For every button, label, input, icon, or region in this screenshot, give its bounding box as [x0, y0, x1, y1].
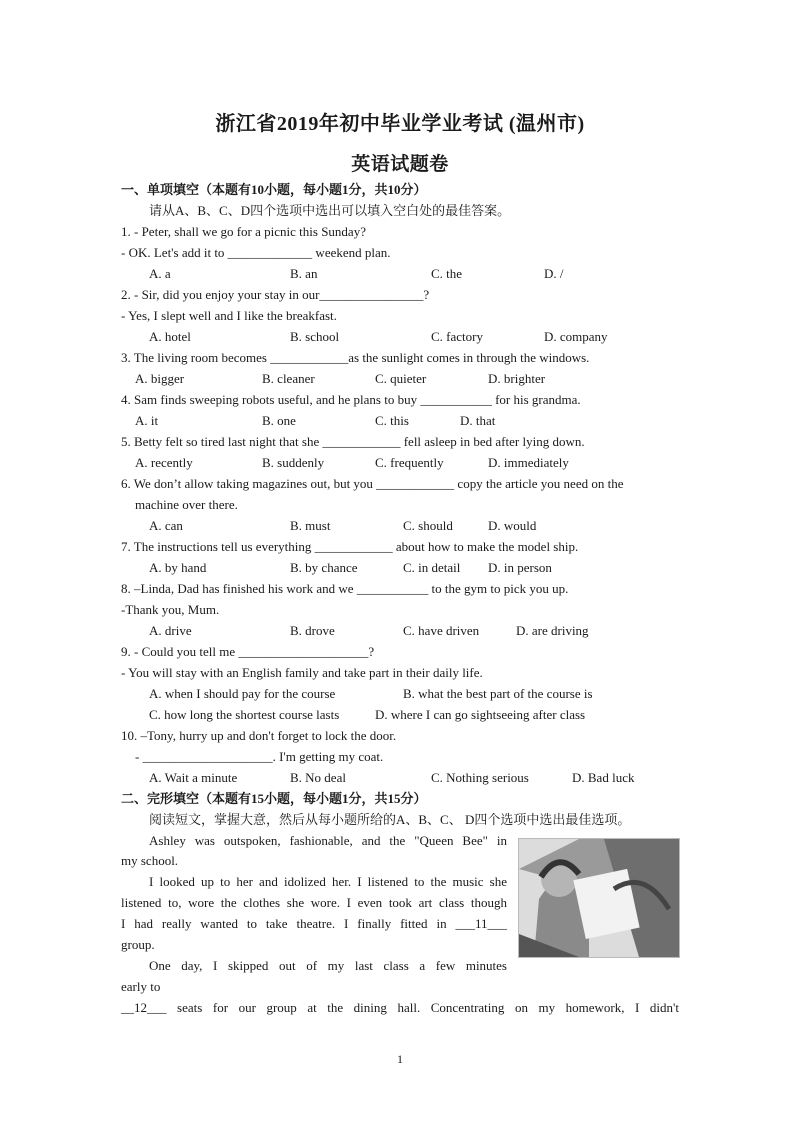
question-5-option-c: C. frequently — [375, 455, 444, 470]
question-9-line-1: 9. - Could you tell me ____________________? — [121, 644, 375, 659]
section2-heading: 二、完形填空（本题有15小题，每小题1分，共15分） — [121, 791, 427, 806]
question-7-option-c: C. in detail — [403, 560, 461, 575]
question-10-option-b: B. No deal — [290, 770, 346, 785]
question-1-option-c: C. the — [431, 266, 463, 281]
passage-line-5: I had really wanted to take theatre. I finally fitted in ___11___ — [121, 916, 507, 931]
question-9-option-d: D. where I can go sightseeing after class — [375, 707, 586, 722]
question-3-option-c: C. quieter — [375, 371, 427, 386]
question-9-option-b: B. what the best part of the course is — [403, 686, 593, 701]
question-6-line-1: 6. We don’t allow taking magazines out, but you ____________ copy the article you need on the — [121, 476, 624, 491]
exam-title: 浙江省2019年初中毕业学业考试 (温州市) — [215, 113, 585, 135]
question-10-option-c: C. Nothing serious — [431, 770, 529, 785]
question-8-line-2: -Thank you, Mum. — [121, 602, 220, 617]
question-8-option-d: D. are driving — [516, 623, 589, 638]
question-7-option-d: D. in person — [488, 560, 552, 575]
question-7-option-b: B. by chance — [290, 560, 358, 575]
question-6-option-c: C. should — [403, 518, 453, 533]
question-4-option-d: D. that — [460, 413, 496, 428]
question-8-option-b: B. drove — [290, 623, 335, 638]
question-3-line-1: 3. The living room becomes ____________as the sunlight comes in through the windows. — [121, 350, 590, 365]
question-5-option-d: D. immediately — [488, 455, 569, 470]
question-6-option-d: D. would — [488, 518, 537, 533]
question-3-option-b: B. cleaner — [262, 371, 315, 386]
section2-instruction: 阅读短文，掌握大意，然后从每小题所给的A、B、C、 D四个选项中选出最佳选项。 — [149, 812, 631, 827]
question-1-option-b: B. an — [290, 266, 318, 281]
section1-heading: 一、单项填空（本题有10小题，每小题1分，共10分） — [121, 182, 427, 197]
question-10-line-2: - ____________________. I'm getting my coat. — [135, 749, 384, 764]
question-2-option-c: C. factory — [431, 329, 483, 344]
question-4-option-a: A. it — [135, 413, 159, 428]
question-4-option-c: C. this — [375, 413, 409, 428]
page-number: 1 — [397, 1052, 403, 1066]
story-illustration — [518, 838, 680, 958]
question-1-option-d: D. / — [544, 266, 564, 281]
question-9-line-2: - You will stay with an English family and take part in their daily life. — [121, 665, 483, 680]
question-2-option-a: A. hotel — [149, 329, 191, 344]
question-4-line-1: 4. Sam finds sweeping robots useful, and he plans to buy ___________ for his grandma. — [121, 392, 581, 407]
question-2-line-2: - Yes, I slept well and I like the breakfast. — [121, 308, 337, 323]
question-1-option-a: A. a — [149, 266, 171, 281]
passage-line-4: listened to, wore the clothes she wore. I even took art class though — [121, 895, 507, 910]
question-7-line-1: 7. The instructions tell us everything ____________ about how to make the model ship. — [121, 539, 579, 554]
passage-line-6: group. — [121, 937, 155, 952]
question-2-option-d: D. company — [544, 329, 608, 344]
question-5-option-b: B. suddenly — [262, 455, 325, 470]
question-1-line-1: 1. - Peter, shall we go for a picnic this Sunday? — [121, 224, 366, 239]
question-8-option-a: A. drive — [149, 623, 192, 638]
question-8-line-1: 8. –Linda, Dad has finished his work and we ___________ to the gym to pick you up. — [121, 581, 569, 596]
passage-line-3: I looked up to her and idolized her. I listened to the music she — [149, 874, 507, 889]
passage-line-2: my school. — [121, 853, 179, 868]
question-4-option-b: B. one — [262, 413, 296, 428]
section1-instruction: 请从A、B、C、D四个选项中选出可以填入空白处的最佳答案。 — [149, 203, 511, 218]
question-10-option-a: A. Wait a minute — [149, 770, 238, 785]
passage-line-1: Ashley was outspoken, fashionable, and the "Queen Bee" in — [149, 833, 507, 848]
question-8-option-c: C. have driven — [403, 623, 480, 638]
question-10-line-1: 10. –Tony, hurry up and don't forget to lock the door. — [121, 728, 397, 743]
question-9-option-a: A. when I should pay for the course — [149, 686, 336, 701]
question-6-option-b: B. must — [290, 518, 331, 533]
passage-line-7: One day, I skipped out of my last class a few minutes — [149, 958, 507, 973]
question-10-option-d: D. Bad luck — [572, 770, 635, 785]
question-3-option-a: A. bigger — [135, 371, 185, 386]
question-7-option-a: A. by hand — [149, 560, 207, 575]
question-5-line-1: 5. Betty felt so tired last night that she ____________ fell asleep in bed after lying down. — [121, 434, 585, 449]
question-9-option-c: C. how long the shortest course lasts — [149, 707, 340, 722]
question-2-line-1: 2. - Sir, did you enjoy your stay in our________________? — [121, 287, 430, 302]
question-3-option-d: D. brighter — [488, 371, 546, 386]
passage-line-8: early to — [121, 979, 161, 994]
question-6-line-2: machine over there. — [135, 497, 238, 512]
question-2-option-b: B. school — [290, 329, 340, 344]
question-5-option-a: A. recently — [135, 455, 193, 470]
passage-line-9: __12___ seats for our group at the dining hall. Concentrating on my homework, I didn't — [121, 1000, 679, 1015]
exam-subtitle: 英语试题卷 — [351, 154, 449, 175]
question-1-line-2: - OK. Let's add it to _____________ weekend plan. — [121, 245, 391, 260]
question-6-option-a: A. can — [149, 518, 183, 533]
